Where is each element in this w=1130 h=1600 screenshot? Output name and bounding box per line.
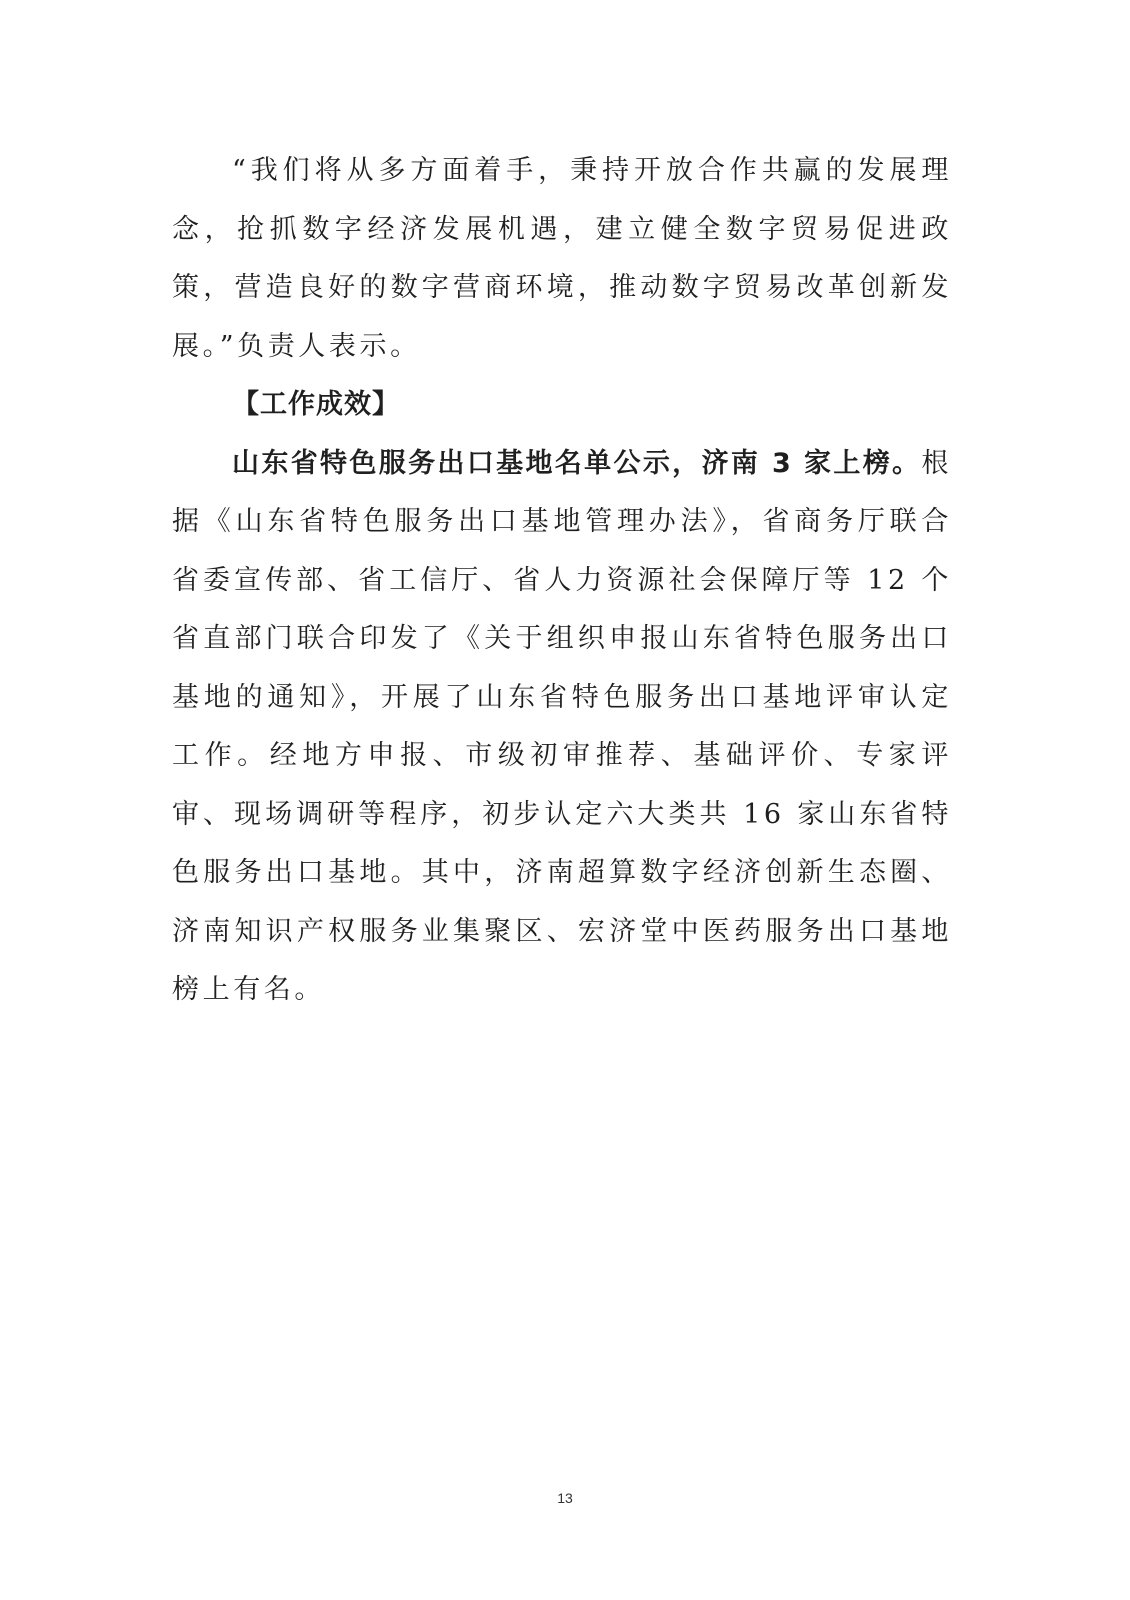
result-body: 根据《山东省特色服务出口基地管理办法》，省商务厅联合省委宣传部、省工信厅、省人力资源社会保障厅等 12 个省直部门联合印发了《关于组织申报山东省特色服务出口基地的通知》，开展了山东省特色服务出口基地评审认定工作。经地方申报、市级初审推荐、基础评价、专家评审、现场调研等程序，初步认定六大类共 16 家山东省特色服务出口基地。其中，济南超算数字经济创新生态圈、济南知识产权服务业集聚区、宏济堂中医药服务出口基地榜上有名。 (172, 447, 952, 1005)
result-paragraph (172, 435, 952, 1020)
quote-paragraph: “我们将从多方面着手，秉持开放合作共赢的发展理念，抢抓数字经济发展机遇，建立健全数字贸易促进政策，营造良好的数字营商环境，推动数字贸易改革创新发展。”负责人表示。 (172, 155, 952, 362)
document-body (172, 142, 952, 1020)
result-lead: 山东省特色服务出口基地名单公示，济南 3 家上榜。 (232, 447, 922, 479)
section-heading: 【工作成效】 (232, 389, 400, 420)
page-number: 13 (557, 1490, 573, 1506)
